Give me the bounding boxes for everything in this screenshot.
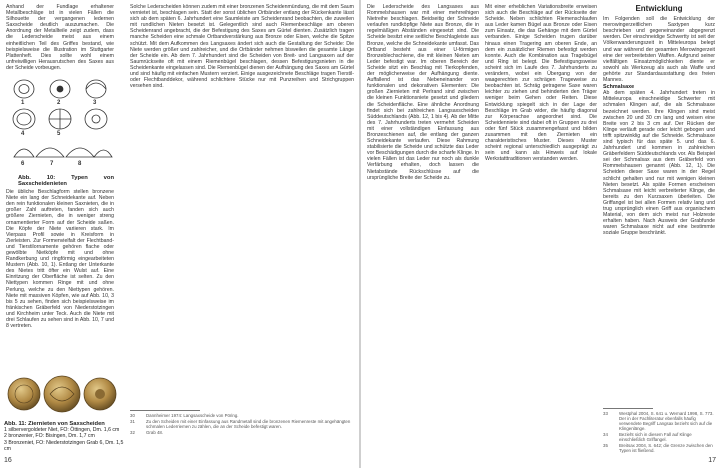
footnote [130,413,354,418]
decorative-rivets-photo [4,372,122,416]
figure-10-label-6: 6 [21,161,25,168]
footnote-number: 35 [603,443,608,448]
footnote-number: 32 [130,430,135,435]
left-column-2 [130,4,354,404]
figure-10-label-5: 5 [57,131,61,138]
right-column-1 [367,4,479,448]
figure-11-caption-3: 3 Bronzeniet, FO: Niederstotzingen Grab 6, Dm. 1,5 cm [4,439,124,453]
figure-10-label-8: 8 [78,161,82,168]
footnote-text: Breitsax 2004, S. 642; die Grenze zwischen den Typen ist fließend. [619,443,713,453]
right-column-3 [603,4,715,404]
section-heading: Entwicklung [635,4,683,13]
left-col2-text: Solche Lederscheiden können zudem mit einer bronzenen Scheidenmündung, die mit dem Saum vernietet ist, beschlagen sein. Statt der sonst üblichen Ortbänder entlang der Rückenkante lässt sich ab dem späten 6. Jahrhundert eine Saumleiste am Scheidenrand beobachten, die zuweilen mit rundlichen Nieten besetzt ist. Gelegentlich sind auch Riemenbeschläge am oberen Scheidenrand angebracht, die der Befestigung des Saxes am Gürtel dienten. Zusätzlich tragen manche Scheiden eine schmale Ortbandverstärkung aus Bronze oder Eisen, welche die Spitze schützt. Mit dem Aufkommen des Langsaxes ändert sich auch die Gestaltung der Scheide: Die Niete werden größer und zahlreicher, und die Ortbänder nehmen bisweilen die gesamte Länge der Scheide ein. Ab dem 7. Jahrhundert sind die Scheiden von Breit- und Langsaxen auf der Saumrückseite oft mit einem Riemenbügel beschlagen, dessen Befestigungsnieten in die Scheidenkante eingelassen sind. Die Riemenbügel dienen der Aufhängung des Saxes am Gürtel und sind häufig mit einfachen Mustern verziert. Einige ausgezeichnete Beschläge tragen Tierstil- oder Flechtbanddekor, während schlichtere Stücke nur mit Punzreihen und Strichgruppen versehen sind. [130,4,354,90]
figure-10-label-2: 2 [57,100,61,107]
footnote-number: 33 [603,411,608,416]
footnote [130,430,354,435]
left-column-1 [6,4,114,409]
footnote-number: 30 [130,413,135,418]
page-number-right: 17 [708,457,716,464]
right-col2-text: Mit einer erheblichen Variationsbreite erweisen sich auch die Beschläge auf der Rückseite der Scheide. Neben schlichten Riemenschlaufen aus Leder kamen Bügel aus Bronze oder Eisen zum Einsatz, die das Gehänge mit dem Gürtel verbanden. Einige Scheiden trugen darüber hinaus einen Tragering am oberen Ende, an dem ein zusätzlicher Riemen befestigt werden konnte. Auch die Kombination aus Tragebügel und Ring ist belegt. Die Befestigungsweise scheint sich im Laufe des 7. Jahrhunderts zu verändern, wobei ein Übergang von der waagerechten zur schrägen Trageweise zu beobachten ist. Schräg getragene Saxe waren leichter zu ziehen und behinderten den Träger weniger beim Gehen oder Reiten. Diese Entwicklung spiegelt sich in der Lage der Beschläge im Grab wider, die häufig diagonal zur Körperachse angeordnet sind. Die Scheidenniete sind dabei oft in Gruppen zu drei oder fünf Stück zusammengefasst und bilden zusammen mit den Ziernieten ein charakteristisches Muster. Dieses Muster scheint regional unterschiedlich ausgeprägt zu sein und kann als Hinweis auf lokale Werkstatttraditionen verstanden werden. [485,4,597,163]
figure-10-caption: Abb. 10: Typen von Saxscheidenieten [18,175,114,188]
footnote [603,432,715,442]
figure-10-label-3: 3 [93,100,97,107]
left-col1-main-text: Die übliche Beschlagform stellen bronzene Niete ein lang der Schneidekante auf. Neben den rein funktionalen kleinen Saxnieten, die in großer Zahl auftreten, fanden sich auch größere Ziernieten, die in weniger streng ornamentierter Form auf der Scheide saßen. Die Köpfe der Niete variieren stark. Im Vierpass Profil sowie in Kreisform in Zierleisten. Zur Formenvielfalt der Flechtband- und Tierstilornamente gehören flache oder gewölbte Nietköpfe mit und ohne Randkerbung und ringförmig eingearbeiteten Mustern (Abb. 10, 1). Entlang der Unterkante des Nietes tritt öfter ein Wulst auf. Eine Einritzung der Oberfläche ist selten. Zu den Niettypen kommen Ringe mit und ohne Perlung, welche zu den Niettypen gehören. Niete mit massiven Köpfen, wie auf Abb. 10, 3 bis 5 zu sehen, finden sich beispielsweise im fränkischen Gräberfeld von Niederstotzingen und Kirchheim unter Teck. Auch die Niete mit drei Schlaufen zu sehen sind in Abb. 10, 7 und 8 vertreten. [6,189,114,330]
figure-10-label-1: 1 [21,100,25,107]
footnote-rule [130,410,200,411]
figure-10 [6,73,114,187]
footnote-text: Dannheimer 1974: Langsaxscheide von Pöring. [146,413,239,418]
footnote-number: 34 [603,432,608,437]
left-footnotes [130,413,354,436]
footnote [130,419,354,429]
figure-11-caption-title: Abb. 11: Ziernieten von Saxscheiden [4,421,105,427]
figure-11-caption-2: 2 bronzenier, FO: Bisingen, Dm. 1,7 cm [4,433,95,440]
footnote-text: Zu den Scheiden mit einer Einfassung aus Randmetall sind die bronzenen Riemenreste mit angehängten schmalen Lederriemen zu zählen, die an der Scheide befestigt waren. [146,419,351,429]
footnote [603,443,715,453]
footnote-rule [603,408,653,409]
footnote-text: Westphal 2004, S. 641 u. Wernard 1998, S. 773. Der in der Fachliteratur ebenfalls häufig verwendete Begriff Langsax bezieht sich auf die Klingenlänge. [619,411,714,431]
figure-10-label-7: 7 [50,161,54,168]
right-footnotes [603,411,715,454]
footnote-number: 31 [130,419,135,424]
figure-11-caption-1: 1 silbervergoldeter Niet, FO: Öttingen, Dm. 1,6 cm [4,427,120,433]
right-col3-body: Ab dem späten 4. Jahrhundert treten in Mitteleuropa einschneidige Schwerter mit schmalen Klingen auf, die als Schmalsaxe bezeichnet werden. Ihre Klingen sind meist zwischen 20 und 30 cm lang und weisen eine Breite von 2 bis 3 cm auf. Der Rücken der Klinge verläuft gerade oder leicht gebogen und trifft spitzwinklig auf die Schneide. Schmalsaxe sind typisch für das späte 5. und das 6. Jahrhundert und kommen in zahlreichen Gräberfeldern Süddeutschlands vor. Als Beispiel sei der Schmalsax aus dem Gräberfeld von Rommelshausen genannt (Abb. 12, 1). Die Scheiden dieser Saxe waren in der Regel schlicht gehalten und nur mit wenigen kleinen Nieten besetzt. Als späte Formen erscheinen Schmalsaxe mit leicht verbreiterter Klinge, die bereits zu den Kurzsaxen überleiten. Die Griffangel ist bei allen Formen relativ lang und trug ursprünglich einen Griff aus organischem Material, von dem sich meist nur Holzreste erhalten haben. Nach Ausweis der Grabfunde waren Schmalsaxe nicht auf eine bestimmte soziale Gruppe beschränkt. [603,90,715,237]
left-page [0,0,359,468]
footnote [603,411,715,431]
right-col3-intro: Im Folgenden soll die Entwicklung der merowingerzeitlichen Saxtypen kurz beschrieben und gegeneinander abgegrenzt werden. Der einschneidige Schwertty ist seit der Völkerwanderungszeit in Mitteleuropa belegt und war während der gesamten Merowingerzeit eine der verbreitetsten Waffen. Aufgrund seiner vielfältigen Einsatzmöglichkeiten diente er sowohl als Werkzeug als auch als Waffe und gehörte zur Standardausstattung des freien Mannes. [603,16,715,84]
right-column-2 [485,4,597,448]
subsection-heading: Schmalsaxe [603,84,635,91]
right-page [361,0,720,468]
left-col1-intro-text: Anhand der Fundlage erhaltener Metallbeschläge ist in vielen Fällen die Silhouette der vergangenen ledernen Saxscheide deutlich auszumachen. Die Anordnung der Metallteile zeigt zudem, dass die Lederscheide meist aus einem einheitlichen Teil des Griffes bestand, wie beispielsweise die Illustration im Stuttgarter Plattenheft. Dies sollte wohl einem unfreiwilligen Herausrutschen des Saxes aus der Scheide vorbeugen. [6,4,114,71]
figure-10-label-4: 4 [21,131,25,138]
footnote-text: Bezieht sich in diesem Fall auf Klinge einschließlich Griffangel. [619,432,692,442]
figure-11 [4,372,124,452]
footnote-text: Grab 48. [146,430,164,435]
page-number-left: 16 [4,457,12,464]
right-col1-text: Die Lederscheide des Langsaxes aus Rommelshausen war mit einer mehrreihigen Nietreihe beschlagen. Beidseitig der Schneide verlaufen rundköpfige Niete aus Bronze, die in regelmäßigen Abständen eingesetzt sind. Die Scheide besitzt eine seitliche Beschlagleiste aus Bronze, welche die Schneidekante umfasst. Das Ortband besteht aus einer U-förmigen Bronzeblechschiene, die mit kleinen Nieten am Leder befestigt war. Im oberen Bereich der Scheide sitzt ein Beschlag mit Tierkopfenden, der möglicherweise der Aufhängung diente. Auffallend ist das Nebeneinander von funktionalen und dekorativen Elementen: Die großen Ziernieten mit Perlrand sind zwischen die kleinen Funktionsniete gesetzt und gliedern die Scheidenfläche. Eine ähnliche Anordnung findet sich bei zahlreichen Langsaxscheiden Süddeutschlands (Abb. 12, 1 bis 4). Ab der Mitte des 7. Jahrhunderts treten vermehrt Scheiden mit einer vollständigen Einfassung aus Bronzeschienen auf, die entlang der ganzen Schneidekante verlaufen. Diese Rahmung stabilisierte die Scheide und schützte das Leder vor Beschädigungen durch die scharfe Klinge. In vielen Fällen ist das Leder nur noch als dunkle Verfärbung erhalten, doch lassen die Nietabstände Rückschlüsse auf die ursprüngliche Breite der Scheide zu. [367,4,479,181]
